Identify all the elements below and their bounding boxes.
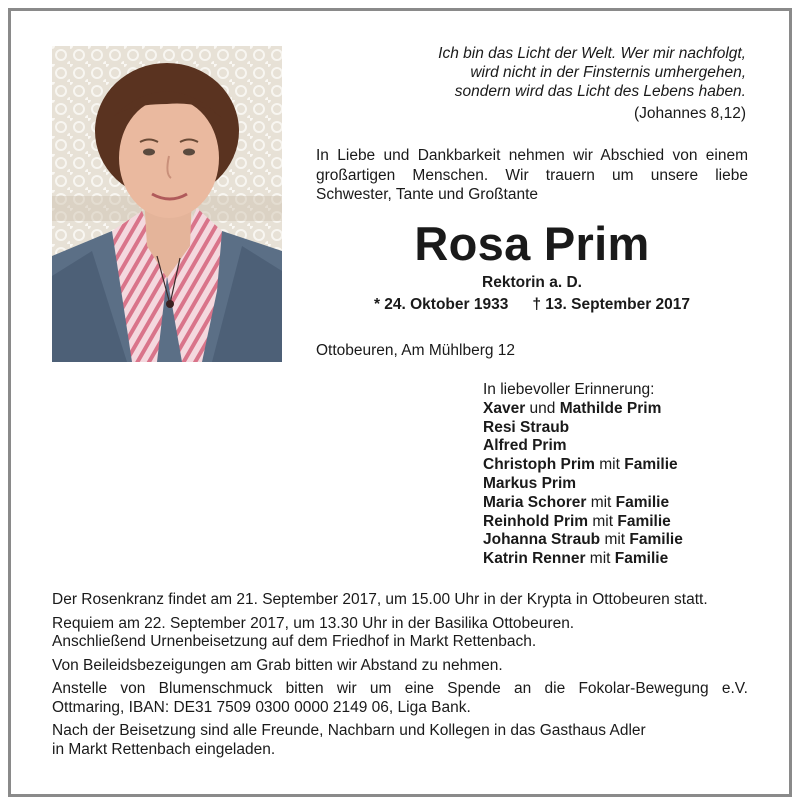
mourner-connector: mit: [588, 512, 618, 530]
intro-text: In Liebe und Dankbarkeit nehmen wir Abschied von einem großartigen Menschen. Wir trauern um unsere liebe Schwester, Tante und Großtante: [316, 147, 748, 203]
mourners-list: [483, 381, 683, 569]
mourner-name: Familie: [614, 550, 669, 568]
mourner-name: Xaver: [483, 399, 526, 417]
quote-reference: (Johannes 8,12): [633, 105, 746, 122]
mourner-row: [483, 494, 683, 513]
mourner-name: Familie: [617, 512, 671, 530]
deceased-title: Rektorin a. D.: [482, 274, 582, 291]
mourner-connector: mit: [585, 550, 615, 568]
mourner-row: [483, 400, 683, 419]
death-date: † 13. September 2017: [532, 296, 691, 313]
mourner-connector: mit: [600, 531, 630, 549]
address: Ottobeuren, Am Mühlberg 12: [316, 342, 516, 359]
mourner-name: Markus Prim: [483, 474, 577, 492]
mourner-row: [483, 456, 683, 475]
mourners-heading: In liebevoller Erinnerung:: [483, 381, 655, 398]
service-information: [52, 591, 748, 764]
mourner-name: Johanna Straub: [483, 531, 601, 549]
mourner-name: Familie: [624, 456, 678, 474]
mourner-name: Christoph Prim: [483, 456, 595, 474]
burial-line: Anschließend Urnenbeisetzung auf dem Friedhof in Markt Rettenbach.: [52, 633, 537, 650]
rosary-info: Der Rosenkranz findet am 21. September 2017, um 15.00 Uhr in der Krypta in Ottobeuren statt.: [52, 591, 708, 608]
donation-info: [52, 680, 748, 717]
quote-line: sondern wird das Licht des Lebens haben.: [454, 83, 746, 100]
mourner-row: [483, 513, 683, 532]
requiem-info: [52, 615, 748, 652]
mourner-connector: mit: [594, 456, 625, 474]
mourner-name: Katrin Renner: [483, 550, 586, 568]
mourner-name: Mathilde Prim: [559, 399, 662, 417]
bible-quote: [370, 44, 746, 101]
mourner-row: [483, 475, 683, 494]
mourner-row: [483, 437, 683, 456]
mourner-name: Resi Straub: [483, 418, 570, 436]
mourner-name: Maria Schorer: [483, 493, 587, 511]
portrait-photo: [52, 46, 282, 362]
bank-line: Ottmaring, IBAN: DE31 7509 0300 0000 2149 06, Liga Bank.: [52, 698, 471, 716]
mourner-name: Alfred Prim: [483, 437, 567, 455]
donation-line: Anstelle von Blumenschmuck bitten wir um eine Spende an die Fokolar-Bewegung e.V.: [52, 680, 748, 697]
invitation-line: in Markt Rettenbach eingeladen.: [52, 740, 276, 758]
invitation-line: Nach der Beisetzung sind alle Freunde, Nachbarn und Kollegen in das Gasthaus Adler: [52, 722, 646, 739]
quote-line: Ich bin das Licht der Welt. Wer mir nachfolgt,: [438, 45, 746, 62]
mourner-name: Reinhold Prim: [483, 512, 589, 530]
life-dates: [316, 296, 748, 314]
mourner-connector: und: [525, 399, 560, 417]
mourner-name: Familie: [629, 531, 683, 549]
mourner-connector: mit: [586, 493, 616, 511]
invitation-info: [52, 722, 748, 759]
mourner-row: [483, 531, 683, 550]
quote-line: wird nicht in der Finsternis umhergehen,: [470, 64, 746, 81]
condolence-note: Von Beileidsbezeigungen am Grab bitten wir Abstand zu nehmen.: [52, 656, 503, 674]
mourner-row: [483, 419, 683, 438]
mourner-name: Familie: [615, 493, 670, 511]
requiem-line: Requiem am 22. September 2017, um 13.30 Uhr in der Basilika Ottobeuren.: [52, 614, 575, 632]
birth-date: * 24. Oktober 1933: [373, 296, 509, 313]
deceased-name: Rosa Prim: [414, 217, 650, 270]
mourner-row: [483, 550, 683, 569]
